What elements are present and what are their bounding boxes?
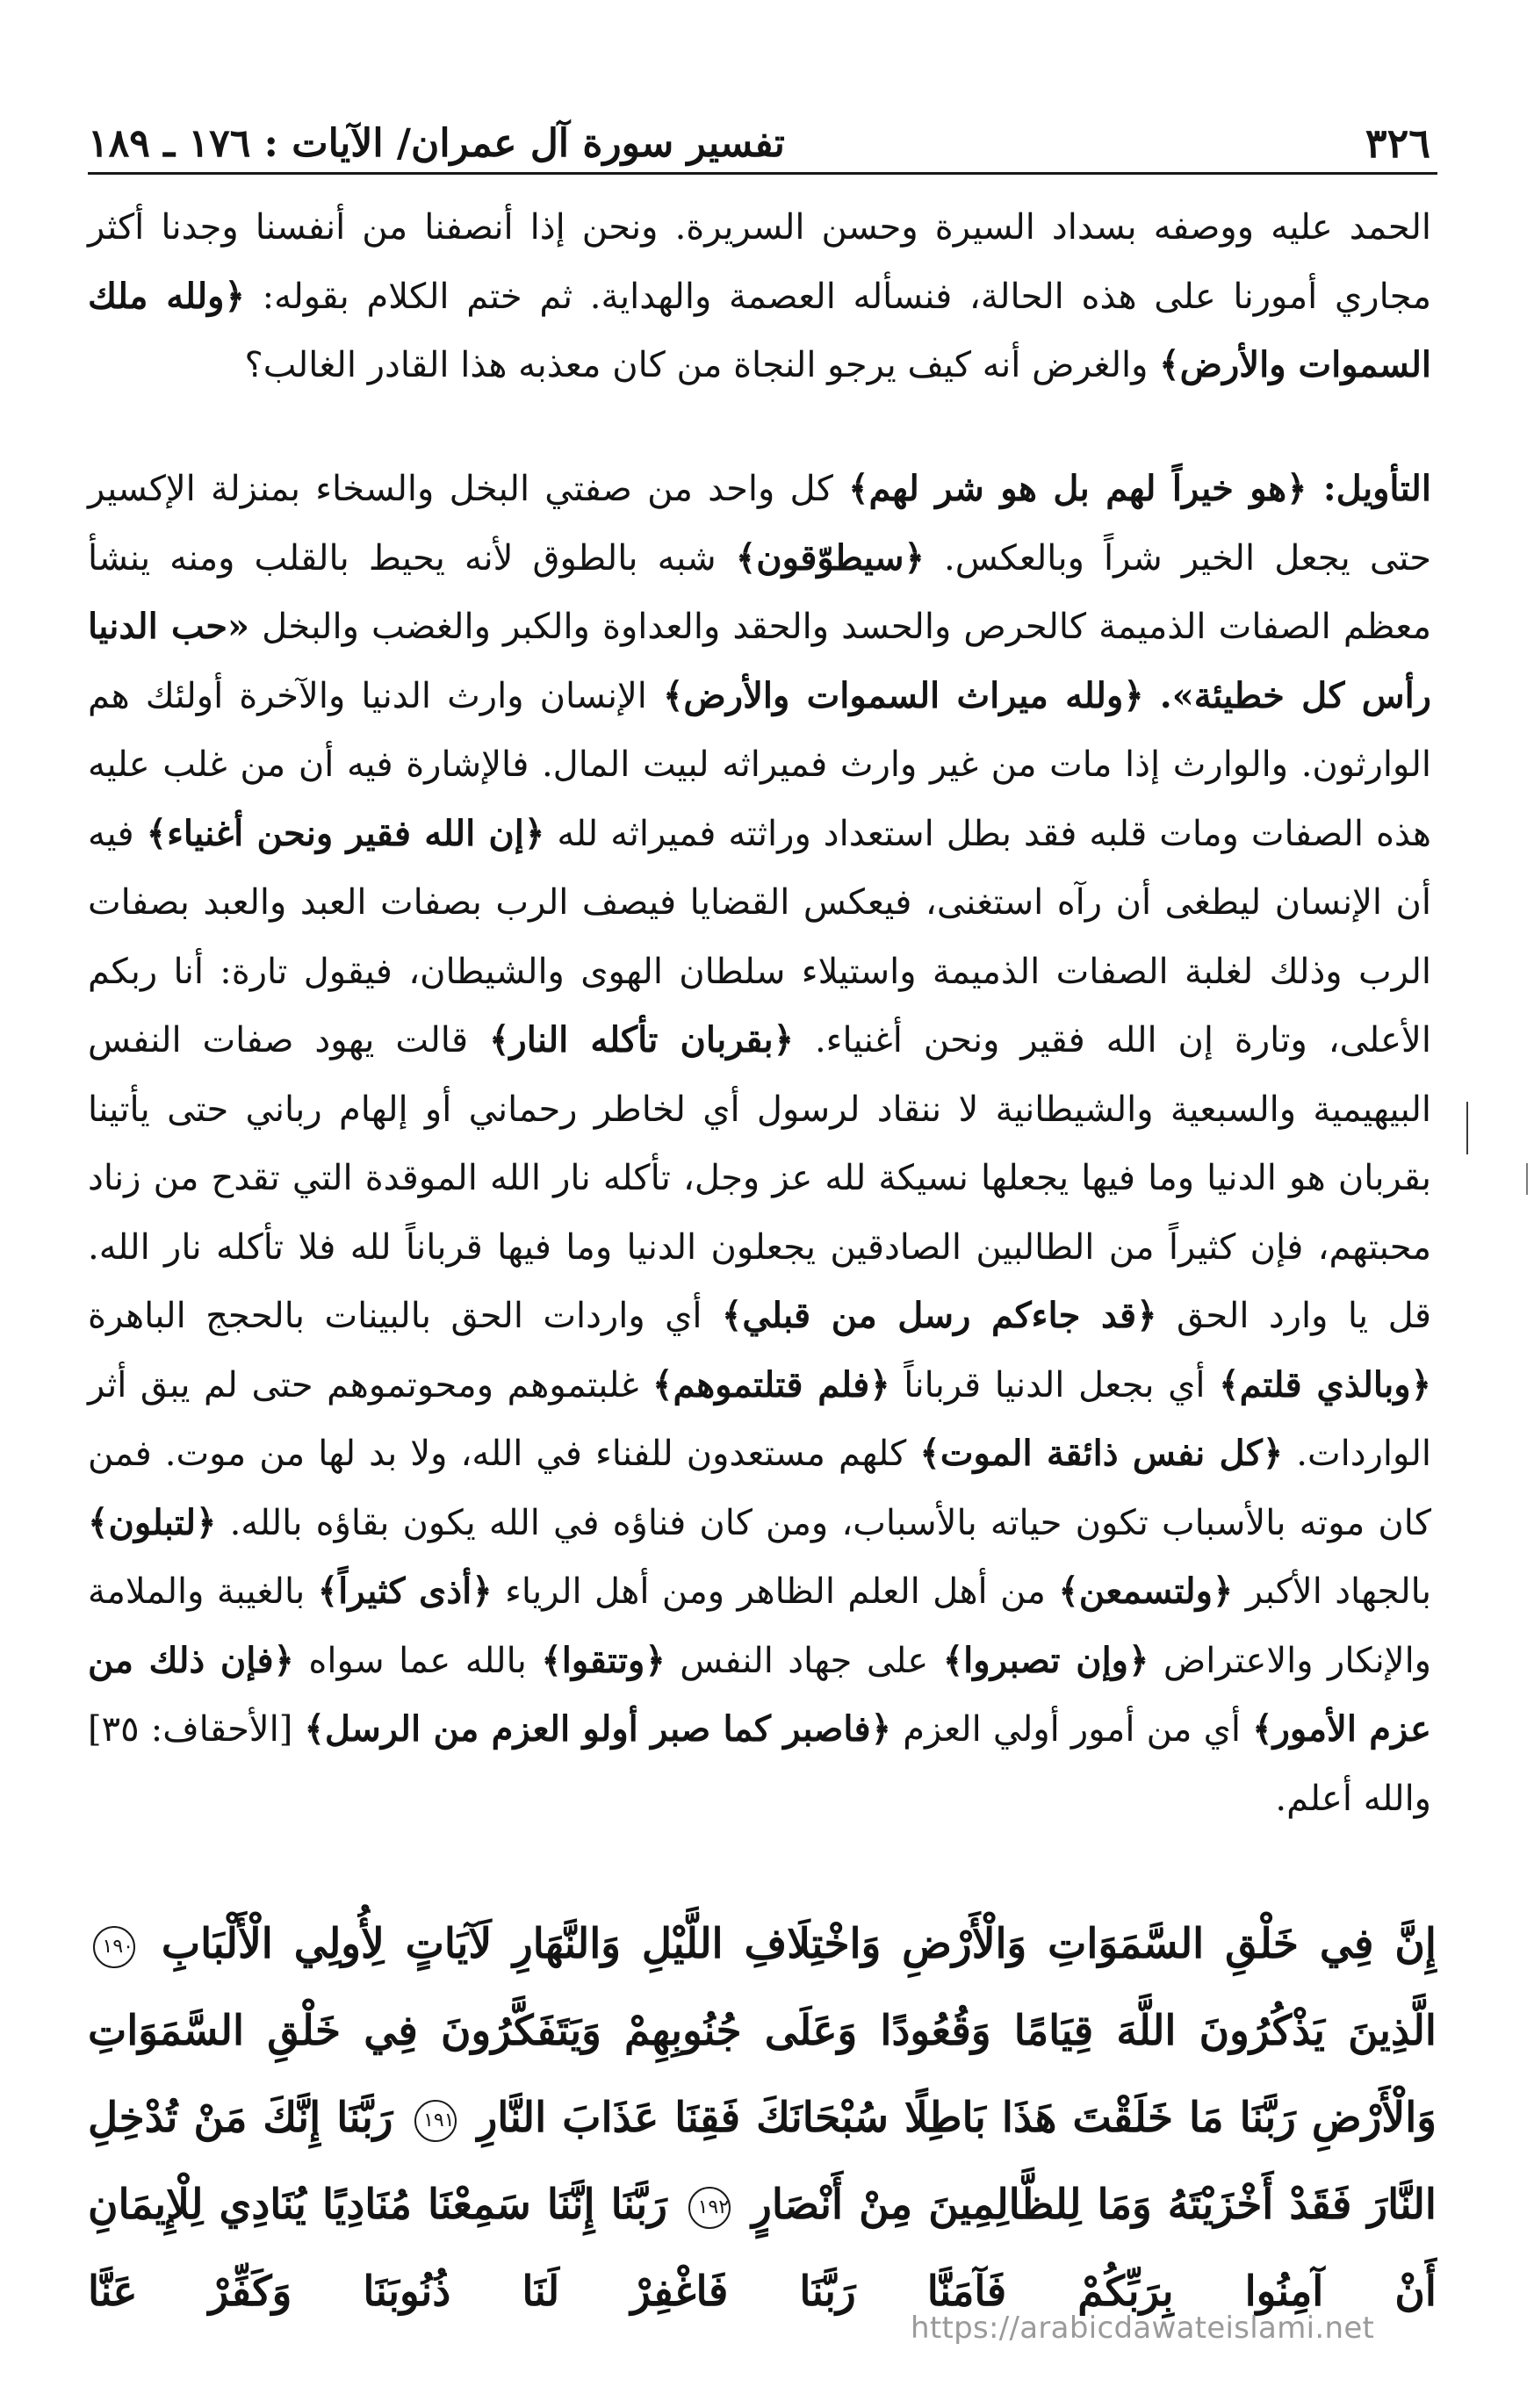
text-span: شبه بالطوق لأنه يحيط بالقلب ومنه ينشأ معظم الصفات الذميمة كالحرص والحسد والحقد والعداوة والكبر والغضب والبخل (88, 537, 1431, 647)
text-span: [الأحقاف: ٣٥] والله أعلم. (88, 1709, 1431, 1819)
hadith-quote: «حب الدنيا رأس كل خطيئة». (88, 606, 1432, 716)
verse-190: إِنَّ فِي خَلْقِ السَّمَوَاتِ وَالْأَرْضِ وَاخْتِلَافِ اللَّيْلِ وَالنَّهَارِ لَآيَاتٍ لِأُولِي الْأَلْبَابِ (161, 1920, 1437, 1968)
quran-quote: ﴿سيطوّقون﴾ (735, 536, 925, 579)
text-span: على جهاد النفس (665, 1640, 943, 1681)
text-span: كلهم مستعدون للفناء في الله، ولا بد لها من موت. فمن كان موته بالأسباب تكون حياته بالأسباب، ومن كان فناؤه في الله يكون بقاؤه بالله. (88, 1434, 1431, 1543)
text-span: قالت يهود صفات النفس البيهيمية والسبعية والشيطانية لا ننقاد لرسول أي لخاطر رحماني أو إلهام رباني حتى يأتينا بقربان هو الدنيا وما فيها يجعلها نسيكة لله عز وجل، تأكله نار الله الموقدة التي تقدح من زناد محبتهم، فإن كثيراً من الطالبين الصادقين يجعلون الدنيا وما فيها قرباناً لله فلا تأكله نار الله. قل يا وارد الحق (88, 1020, 1432, 1336)
verse-191: الَّذِينَ يَذْكُرُونَ اللَّهَ قِيَامًا وَقُعُودًا وَعَلَى جُنُوبِهِمْ وَيَتَفَكَّرُونَ فِي خَلْقِ السَّمَوَاتِ وَالْأَرْضِ رَبَّنَا مَا خَلَقْتَ هَذَا بَاطِلًا سُبْحَانَكَ فَقِنَا عَذَابَ النَّارِ (88, 2007, 1437, 2142)
verse-193: رَبَّنَا إِنَّنَا سَمِعْنَا مُنَادِيًا يُنَادِي لِلْإِيمَانِ أَنْ آمِنُوا بِرَبِّكُمْ فَآمَنَّا رَبَّنَا فَاغْفِرْ لَنَا ذُنُوبَنَا وَكَفِّرْ عَنَّا (88, 2181, 1437, 2316)
running-header (88, 102, 1430, 167)
section-lead: التأويل: (1307, 468, 1431, 509)
quran-quote: ﴿ولتسمعن﴾ (1058, 1571, 1234, 1612)
quran-quote: ﴿ولله ميراث السموات والأرض﴾ (662, 674, 1144, 716)
text-span: الإنسان وارث الدنيا والآخرة أولئك هم الوارثون. والوارث إذا مات من غير وارث فميراثه لبيت المال. فالإشارة فيه أن من غلب عليه هذه الصفات ومات قلبه فقد بطل استعداد وراثته فميراثه لله (88, 675, 1431, 854)
header-rule (88, 172, 1437, 175)
text-span: من أهل العلم الظاهر ومن أهل الرياء (492, 1571, 1059, 1612)
margin-mark (1466, 1102, 1468, 1154)
verse-192: رَبَّنَا إِنَّكَ مَنْ تُدْخِلِ النَّارَ فَقَدْ أَخْزَيْتَهُ وَمَا لِلظَّالِمِينَ مِنْ أَنْصَارٍ (88, 2094, 1437, 2229)
verse-number-marker: ١٩٠ (93, 1926, 135, 1968)
text-span: بالله عما سواه (294, 1640, 542, 1681)
page-number: ٣٢٦ (1365, 119, 1430, 167)
quran-quote: ﴿وبالذي قلتم﴾ (1219, 1363, 1431, 1405)
quran-quote: ﴿وتتقوا﴾ (541, 1639, 666, 1681)
quran-quote: ﴿ولله ملك السموات والأرض﴾ (88, 275, 1431, 385)
scan-edge-mark (1526, 1163, 1528, 1195)
quran-quote: ﴿هو خيراً لهم بل هو شر لهم﴾ (848, 468, 1307, 509)
quran-quote: ﴿فلم قتلتموهم﴾ (652, 1363, 890, 1405)
paragraph-1 (88, 193, 1431, 400)
quran-quote: ﴿فاصبر كما صبر أولو العزم من الرسل﴾ (304, 1708, 892, 1750)
quran-quote: ﴿وإن تصبروا﴾ (942, 1639, 1149, 1681)
running-title: تفسير سورة آل عمران/ الآيات : ١٧٦ ـ ١٨٩ (88, 121, 785, 166)
quran-quote: ﴿بقربان تأكله النار﴾ (488, 1019, 795, 1060)
text-span: والغرض أنه كيف يرجو النجاة من كان معذبه هذا القادر الغالب؟ (244, 345, 1160, 385)
quran-quote: ﴿كل نفس ذائقة الموت﴾ (919, 1433, 1284, 1474)
site-watermark: https://arabicdawateislami.net (911, 2311, 1375, 2346)
quran-quote: ﴿إن الله فقير ونحن أغنياء﴾ (146, 812, 545, 854)
text-span: كل واحد من صفتي البخل والسخاء بمنزلة الإكسير حتى يجعل الخير شراً وبالعكس. (88, 469, 1432, 579)
verse-number-marker: ١٩٢ (688, 2187, 731, 2229)
quran-quote: ﴿قد جاءكم رسل من قبلي﴾ (721, 1295, 1157, 1336)
text-span: الحمد عليه ووصفه بسداد السيرة وحسن السريرة. ونحن إذا أنصفنا من أنفسنا وجدنا أكثر مجاري أمورنا على هذه الحالة، فنسأله العصمة والهداية. ثم ختم الكلام بقوله: (88, 207, 1432, 317)
text-span: فيه أن الإنسان ليطغى أن رآه استغنى، فيعكس القضايا فيصف الرب بصفات العبد والعبد بصفات الرب وذلك لغلبة الصفات الذميمة واستيلاء سلطان الهوى والشيطان، فيقول تارة: أنا ربكم الأعلى، وتارة إن الله فقير ونحن أغنياء. (88, 813, 1431, 1060)
quran-quote: ﴿أذى كثيراً﴾ (317, 1571, 493, 1612)
quran-quote: ﴿لتبلون﴾ (88, 1501, 217, 1543)
text-span (1144, 676, 1160, 716)
text-span: أي واردات الحق بالبينات بالحجج الباهرة (88, 1296, 722, 1336)
paragraph-2-tawil (88, 455, 1431, 1833)
quran-verses-block (88, 1901, 1437, 2335)
quran-quote: ﴿فإن ذلك من عزم الأمور﴾ (88, 1639, 1431, 1750)
verse-number-marker: ١٩١ (414, 2100, 457, 2142)
text-span: بالجهاد الأكبر (1233, 1571, 1431, 1612)
text-span: أي بجعل الدنيا قرباناً (889, 1364, 1220, 1405)
text-span: غلبتموهم ومحوتموهم حتى لم يبق أثر الواردات. (88, 1364, 1432, 1474)
text-span: أي من أمور أولي العزم (891, 1709, 1253, 1750)
text-span: بالغيبة والملامة والإنكار والاعتراض (88, 1571, 1431, 1681)
